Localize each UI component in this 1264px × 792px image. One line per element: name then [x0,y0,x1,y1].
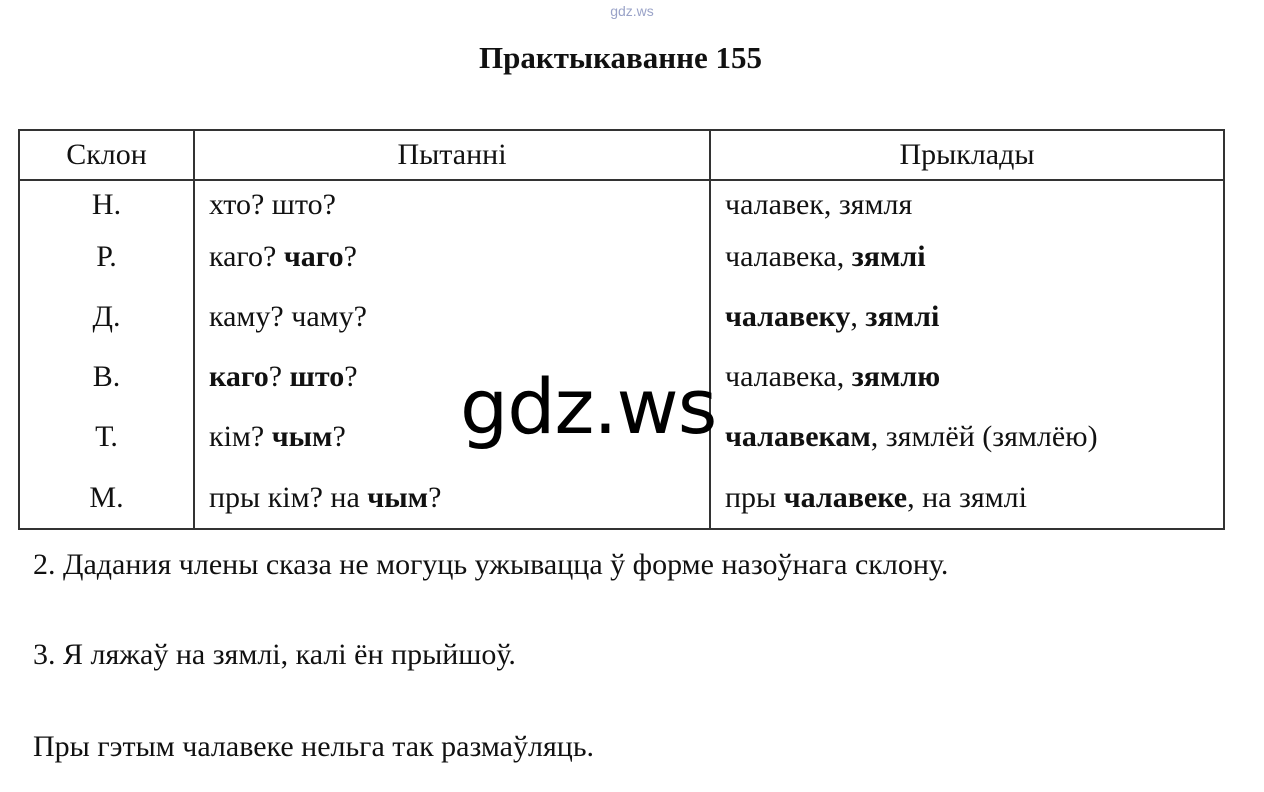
table-header-row [19,130,1224,180]
cell-case: М. [19,467,194,529]
text: каго? [209,240,284,273]
header-questions: Пытанні [194,130,710,180]
text: , на зямлі [907,480,1027,514]
text: ? [344,360,358,393]
cell-case: Т. [19,407,194,467]
text: чалавек, зямля [725,188,913,221]
cell-case: Р. [19,227,194,287]
cell-examples [710,347,1224,407]
table-row [19,287,1224,347]
text: чалавека, [725,360,852,393]
header-examples: Прыклады [710,130,1224,180]
cell-questions [194,467,710,529]
bold-text: чым [271,420,333,453]
text: пры кім? на [209,480,368,514]
bold-text: каго [209,360,269,393]
bold-text: чаго [283,240,344,273]
table-row [19,467,1224,529]
bold-text: чым [367,480,429,514]
text: , [850,300,866,333]
cell-examples [710,287,1224,347]
declension-table [18,129,1225,530]
bold-text: што [289,360,345,393]
bold-text: чалавекам [725,420,871,453]
bold-text: чалавеку [725,300,851,333]
cell-case: Д. [19,287,194,347]
header-case: Склон [19,130,194,180]
cell-case: Н. [19,180,194,227]
text: ? [268,360,290,393]
cell-examples [710,180,1224,227]
table-row [19,227,1224,287]
cell-questions [194,287,710,347]
watermark-center: gdz.ws [460,362,717,451]
text: ? [332,420,346,453]
bold-text: зямлі [851,240,926,273]
cell-questions [194,227,710,287]
cell-examples [710,467,1224,529]
paragraph-3: 3. Я ляжаў на зямлі, калі ён прыйшоў. [33,638,516,671]
cell-questions [194,180,710,227]
text: кім? [209,420,272,453]
text: каму? чаму? [209,300,367,333]
exercise-title: Практыкаванне 155 [478,40,762,75]
table-body [19,180,1224,529]
bold-text: зямлю [851,360,941,393]
text: ? [343,240,357,273]
cell-examples [710,227,1224,287]
paragraph-2: 2. Дадания члены сказа не могуць ужывацца ў форме назоўнага склону. [33,548,949,581]
bold-text: зямлі [865,300,940,333]
watermark-top: gdz.ws [610,3,654,19]
bold-text: чалавеке [783,480,908,514]
paragraph-4: Пры гэтым чалавеке нельга так размаўляць. [33,730,595,763]
cell-case: В. [19,347,194,407]
text: хто? што? [209,188,336,221]
text: , зямлёй (зямлёю) [870,420,1098,453]
text: чалавека, [725,240,852,273]
text: ? [428,480,442,514]
table-row [19,180,1224,227]
cell-examples [710,407,1224,467]
text: пры [725,480,784,514]
